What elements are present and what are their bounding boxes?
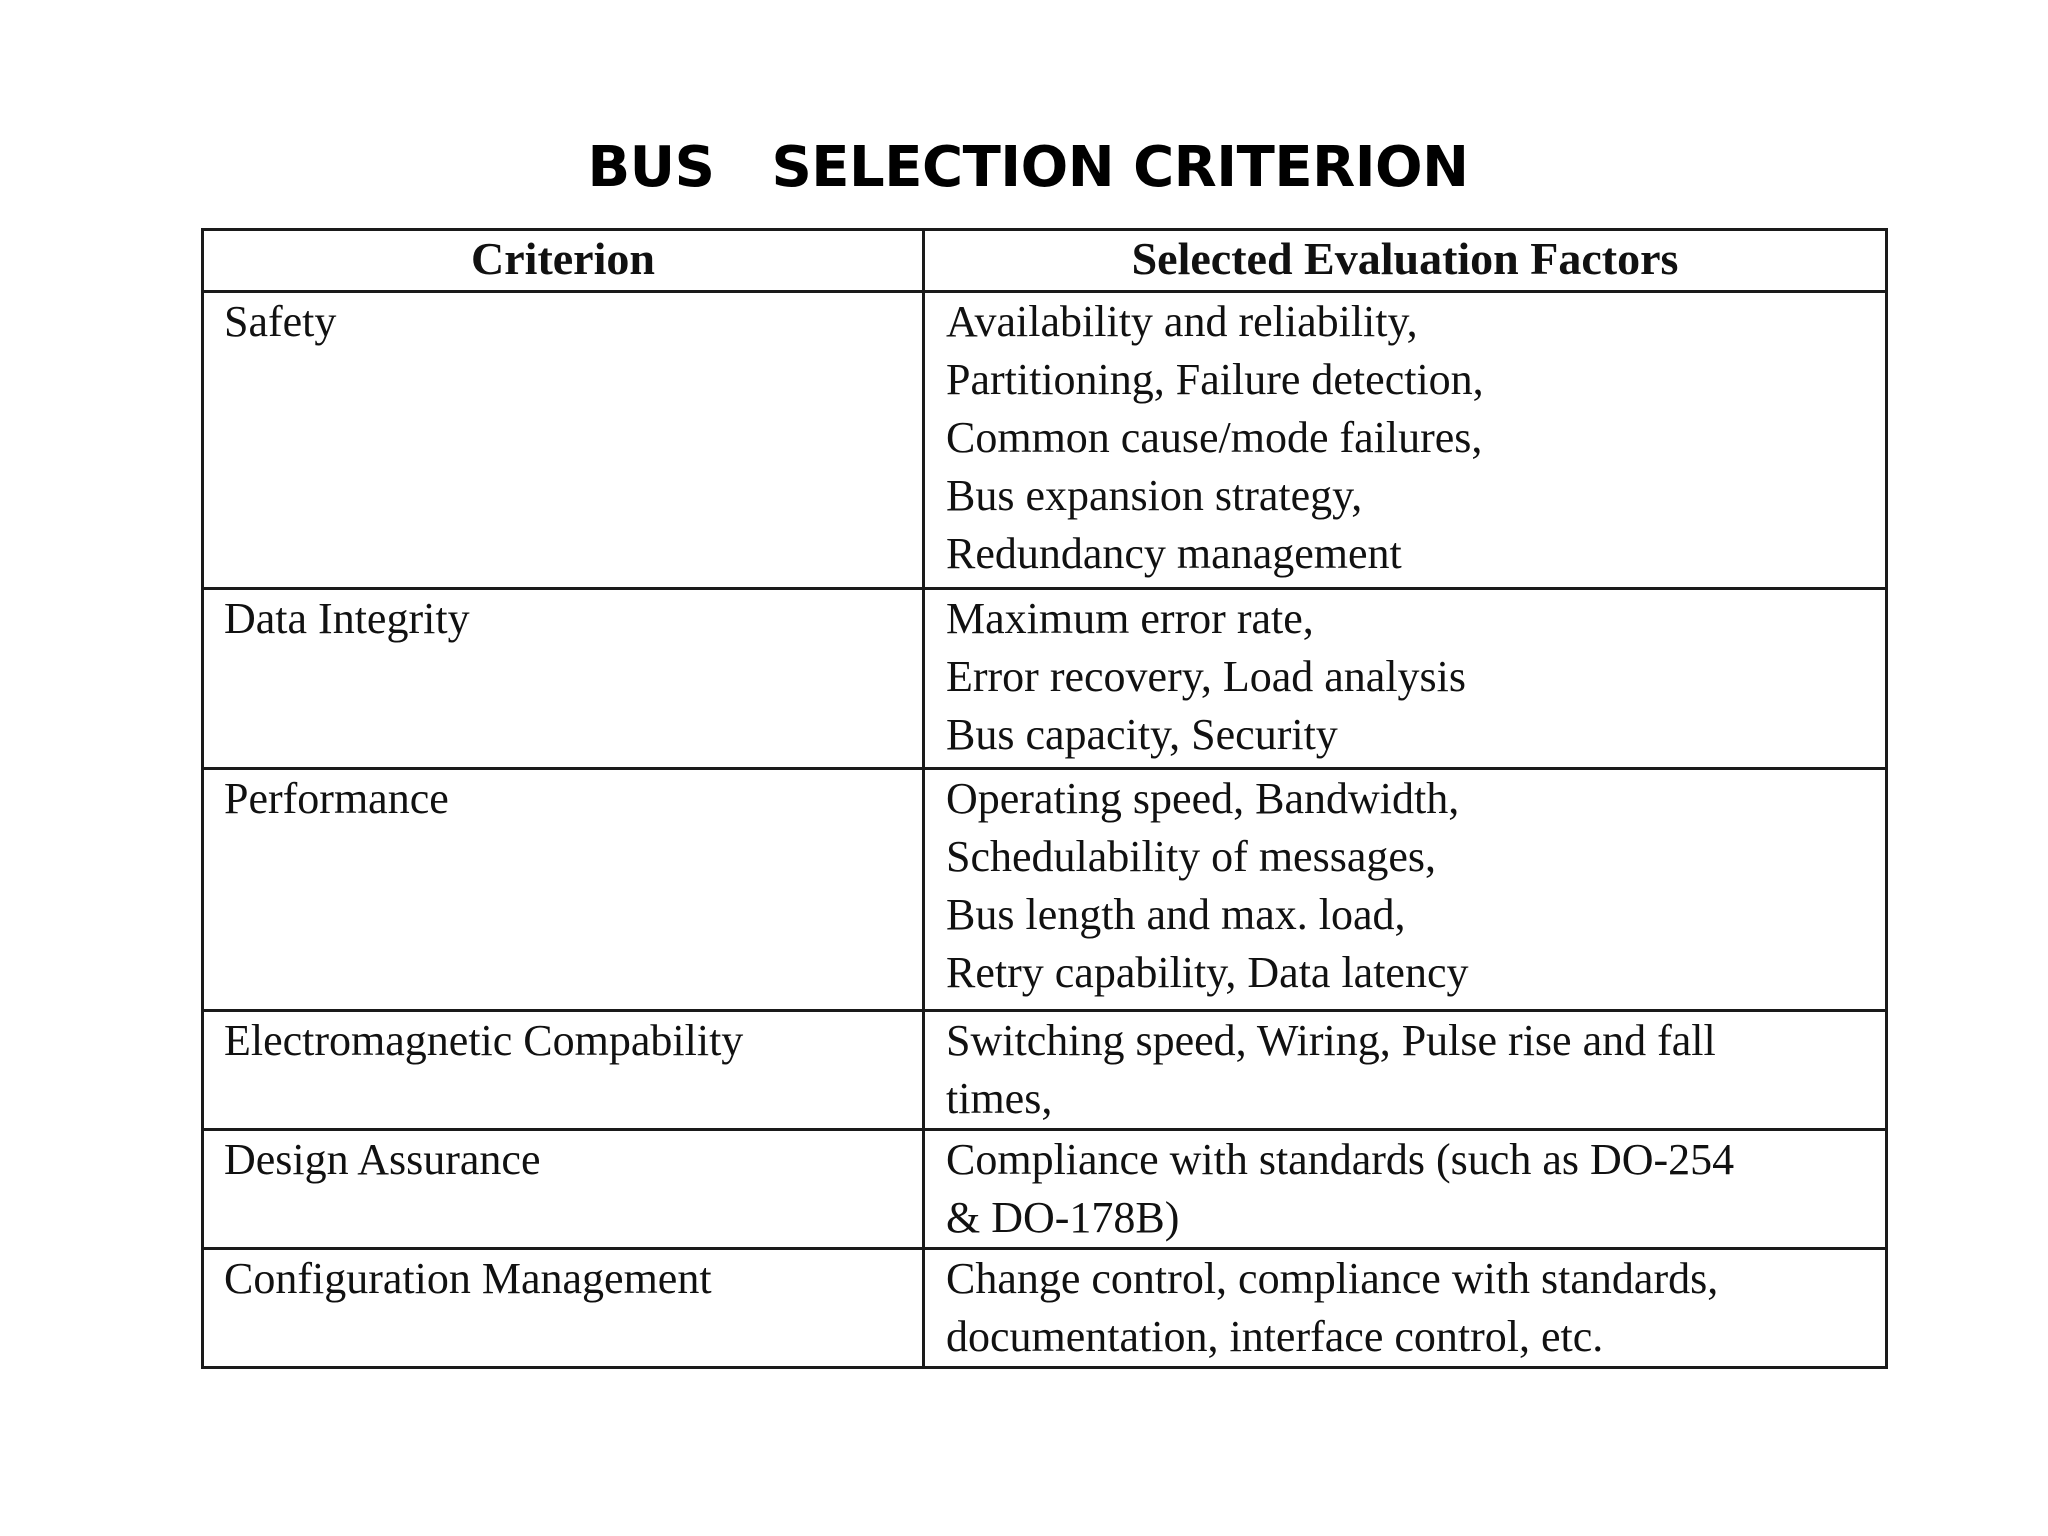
factor-line: documentation, interface control, etc. (946, 1312, 1604, 1361)
factors-cell (924, 769, 1887, 1011)
criterion-cell: Performance (203, 769, 924, 1011)
criterion-cell: Design Assurance (203, 1130, 924, 1249)
factors-cell (924, 1249, 1887, 1368)
factor-line: Compliance with standards (such as DO-254 (946, 1135, 1735, 1184)
factor-line: & DO-178B) (946, 1193, 1180, 1242)
factor-line: Operating speed, Bandwidth, (946, 774, 1460, 823)
factor-line: Change control, compliance with standards, (946, 1254, 1719, 1303)
factor-line: Partitioning, Failure detection, (946, 355, 1484, 404)
factor-line: Schedulability of messages, (946, 832, 1437, 881)
factor-line: Bus expansion strategy, (946, 471, 1363, 520)
factor-line: Retry capability, Data latency (946, 948, 1469, 997)
column-header-criterion: Criterion (203, 230, 924, 292)
factors-cell (924, 589, 1887, 769)
criterion-cell: Electromagnetic Compability (203, 1011, 924, 1130)
table-row (203, 589, 1887, 769)
table-row (203, 292, 1887, 589)
factor-line: Switching speed, Wiring, Pulse rise and fall (946, 1016, 1716, 1065)
factors-cell (924, 1130, 1887, 1249)
factors-cell (924, 1011, 1887, 1130)
factor-line: Error recovery, Load analysis (946, 652, 1467, 701)
table-row (203, 1011, 1887, 1130)
bus-selection-table (201, 228, 1888, 1369)
criterion-cell: Configuration Management (203, 1249, 924, 1368)
factor-line: Redundancy management (946, 529, 1402, 578)
column-header-factors: Selected Evaluation Factors (924, 230, 1887, 292)
criterion-cell: Safety (203, 292, 924, 589)
factor-line: Maximum error rate, (946, 594, 1314, 643)
table-row (203, 1130, 1887, 1249)
table-row (203, 1249, 1887, 1368)
factor-line: Availability and reliability, (946, 297, 1418, 346)
slide-title: BUS SELECTION CRITERION (587, 135, 1469, 200)
factor-line: Bus length and max. load, (946, 890, 1406, 939)
factor-line: times, (946, 1074, 1053, 1123)
factor-line: Common cause/mode failures, (946, 413, 1483, 462)
table-row (203, 769, 1887, 1011)
table-header-row (203, 230, 1887, 292)
factor-line: Bus capacity, Security (946, 710, 1338, 759)
factors-cell (924, 292, 1887, 589)
criterion-cell: Data Integrity (203, 589, 924, 769)
